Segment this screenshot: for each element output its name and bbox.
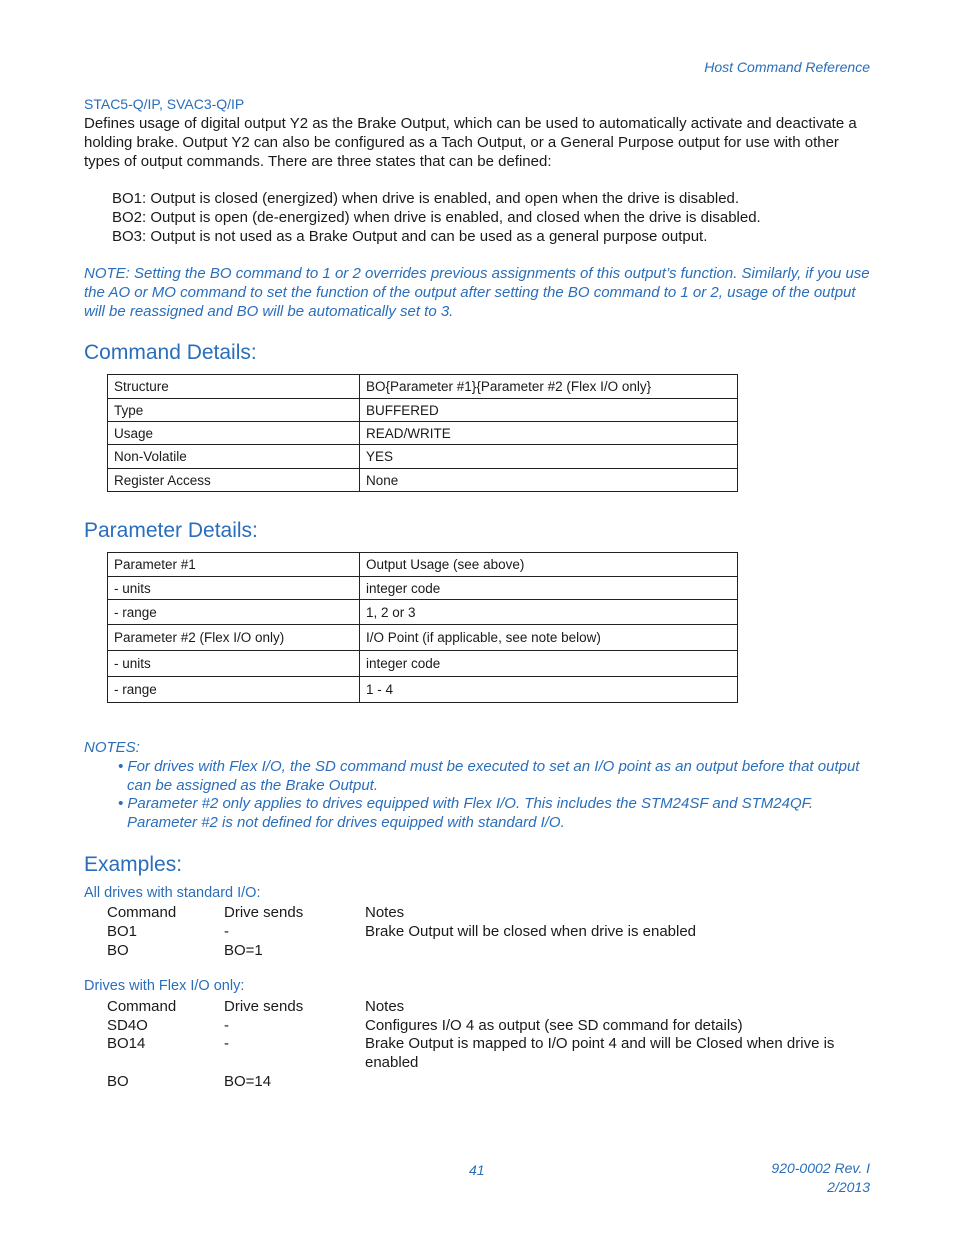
examples-col-drive-sends: Drive sends <box>224 904 304 921</box>
state-bo3: BO3: Output is not used as a Brake Output and can be used as a general purpose output. <box>112 228 708 245</box>
table-cell: Type <box>108 399 360 422</box>
table-cell: 1, 2 or 3 <box>360 600 738 625</box>
state-bo2: BO2: Output is open (de-energized) when drive is enabled, and closed when the drive is disabled. <box>112 209 761 226</box>
table-cell: - range <box>108 600 360 625</box>
table-row <box>108 375 738 399</box>
table-row <box>108 553 738 577</box>
example-note: Brake Output will be closed when drive is enabled <box>365 923 697 940</box>
example-command: BO1 <box>107 923 138 940</box>
example-response: BO=14 <box>224 1073 272 1090</box>
table-row <box>108 625 738 651</box>
table-cell: integer code <box>360 651 738 677</box>
table-row <box>108 677 738 703</box>
example-command: BO <box>107 1073 129 1090</box>
table-cell: Output Usage (see above) <box>360 553 738 577</box>
table-cell: - range <box>108 677 360 703</box>
note-item: • Parameter #2 only applies to drives equipped with Flex I/O. This includes the STM24SF and STM24QF. Parameter #2 is not defined for drives equipped with standard I/O. <box>118 795 814 831</box>
table-cell: - units <box>108 651 360 677</box>
table-cell: Parameter #1 <box>108 553 360 577</box>
table-cell: BUFFERED <box>360 399 738 422</box>
example-command: BO <box>107 942 129 959</box>
table-row <box>108 577 738 600</box>
table-cell: 1 - 4 <box>360 677 738 703</box>
table-cell: Usage <box>108 422 360 445</box>
example-command: SD4O <box>107 1017 148 1034</box>
table-cell: BO{Parameter #1}{Parameter #2 (Flex I/O only} <box>360 375 738 399</box>
table-row <box>108 399 738 422</box>
applicable-models: STAC5-Q/IP, SVAC3-Q/IP <box>84 96 245 112</box>
table-row <box>108 445 738 469</box>
table-cell: - units <box>108 577 360 600</box>
table-cell: Structure <box>108 375 360 399</box>
table-cell: integer code <box>360 577 738 600</box>
table-cell: Non-Volatile <box>108 445 360 469</box>
running-header: Host Command Reference <box>704 59 870 75</box>
examples-col-drive-sends: Drive sends <box>224 998 304 1015</box>
table-row <box>108 422 738 445</box>
command-details-table <box>107 374 738 492</box>
example-response: BO=1 <box>224 942 263 959</box>
example-note: Brake Output is mapped to I/O point 4 and will be Closed when drive is enabled <box>365 1035 835 1071</box>
example-command: BO14 <box>107 1035 146 1052</box>
parameter-details-heading: Parameter Details: <box>84 519 258 542</box>
example-note: Configures I/O 4 as output (see SD command for details) <box>365 1017 743 1034</box>
table-cell: None <box>360 469 738 492</box>
examples-col-command: Command <box>107 998 177 1015</box>
examples-flex-title: Drives with Flex I/O only: <box>84 978 245 994</box>
command-details-heading: Command Details: <box>84 341 257 364</box>
table-row <box>108 600 738 625</box>
table-cell: YES <box>360 445 738 469</box>
parameter-details-table <box>107 552 738 703</box>
note-item: • For drives with Flex I/O, the SD command must be executed to set an I/O point as an output before that output can be assigned as the Brake Output. <box>118 758 860 794</box>
examples-standard-title: All drives with standard I/O: <box>84 885 261 901</box>
page-number: 41 <box>469 1162 485 1178</box>
examples-col-command: Command <box>107 904 177 921</box>
notes-list <box>118 758 878 832</box>
notes-title: NOTES: <box>84 739 140 756</box>
example-response: - <box>224 1035 229 1052</box>
examples-col-notes: Notes <box>365 904 405 921</box>
examples-heading: Examples: <box>84 853 183 876</box>
document-revision <box>771 1159 870 1197</box>
example-response: - <box>224 923 229 940</box>
state-bo1: BO1: Output is closed (energized) when drive is enabled, and open when the drive is disabled. <box>112 190 740 207</box>
examples-col-notes: Notes <box>365 998 405 1015</box>
revision-number: 920-0002 Rev. I <box>771 1160 870 1176</box>
table-cell: I/O Point (if applicable, see note below) <box>360 625 738 651</box>
revision-date: 2/2013 <box>827 1179 870 1195</box>
table-cell: READ/WRITE <box>360 422 738 445</box>
usage-note: NOTE: Setting the BO command to 1 or 2 overrides previous assignments of this output’s function. Similarly, if you use the AO or MO command to set the function of the output after setting the BO command to 1 or 2, usage of the output will be reassigned and BO will be automatically set to 3. <box>84 265 870 320</box>
table-cell: Register Access <box>108 469 360 492</box>
table-cell: Parameter #2 (Flex I/O only) <box>108 625 360 651</box>
table-row <box>108 469 738 492</box>
example-response: - <box>224 1017 229 1034</box>
table-row <box>108 651 738 677</box>
command-description: Defines usage of digital output Y2 as the Brake Output, which can be used to automatically activate and deactivate a holding brake. Output Y2 can also be configured as a Tach Output, or a General Purpose output for use with other types of output commands. There are three states that can be defined: <box>84 115 857 170</box>
